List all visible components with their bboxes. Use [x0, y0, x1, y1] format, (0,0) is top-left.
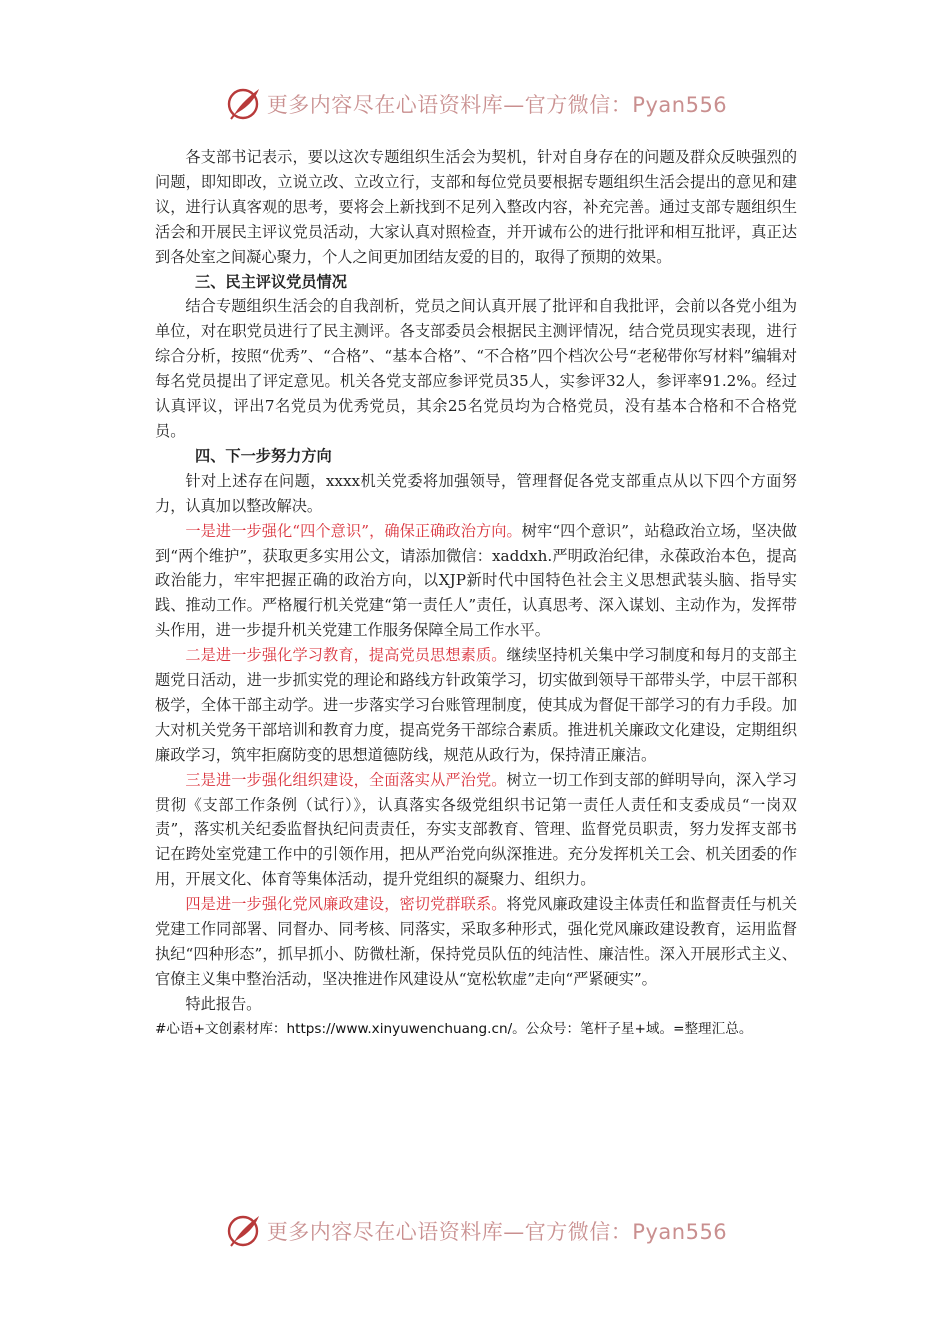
item-4-body: 将党风廉政建设主体责任和监督责任与机关党建工作同部署、同督办、同考核、同落实，采取多种形式，强化党风廉政建设教育，运用监督执纪“四种形态”，抓早抓小、防微杜渐，保持党员队伍的纯洁性、廉洁性。深入开展形式主义、官僚主义集中整治活动，坚决推进作风建设从“宽松软虚”走向“严紧硬实”。	[155, 895, 798, 988]
header-banner	[0, 81, 950, 127]
item-3-body: 树立一切工作到支部的鲜明导向，深入学习贯彻《支部工作条例（试行）》，认真落实各级党组织书记第一责任人责任和支委成员“一岗双责”，落实机关纪委监督执纪问责责任，夯实支部教育、管理、监督党员职责，努力发挥支部书记在跨处室党建工作中的引领作用，把从严治党向纵深推进。充分发挥机关工会、机关团委的作用，开展文化、体育等集体活动，提升党组织的凝聚力、组织力。	[155, 770, 798, 889]
paragraph-next-steps-intro: 针对上述存在问题，xxxx机关党委将加强领导，管理督促各党支部重点从以下四个方面努力，认真加以整改解决。	[155, 471, 797, 515]
paragraph-democratic-review: 结合专题组织生活会的自我剖析，党员之间认真开展了批评和自我批评，会前以各党小组为单位，对在职党员进行了民主测评。各支部委员会根据民主测评情况，结合党员现实表现，进行综合分析，按照“优秀”、“合格”、“基本合格”、“不合格”四个档次公号“老秘带你写材料”编辑对每名党员提出了评定意见。机关各党支部应参评党员35人，实参评32人，参评率91.2%。经过认真评议，评出7名党员为优秀党员，其余25名党员均为合格党员，没有基本合格和不合格党员。	[155, 297, 797, 440]
banner-text: 更多内容尽在心语资料库—官方微信：Pyan556	[266, 1220, 728, 1244]
section-heading-4: 四、下一步努力方向	[195, 446, 332, 465]
item-2-title: 二是进一步强化学习教育，提高党员思想素质。	[185, 646, 507, 665]
source-note: #心语+文创素材库：https://www.xinyuwenchuang.cn/。公众号：笔杆子星+域。=整理汇总。	[155, 1020, 753, 1037]
item-1-title: 一是进一步强化“四个意识”，确保正确政治方向。	[185, 521, 522, 540]
item-2-body: 继续坚持机关集中学习制度和每月的支部主题党日活动，进一步抓实党的理论和路线方针政策学习，切实做到领导干部带头学，中层干部积极学，全体干部主动学。进一步落实学习台账管理制度，使其成为督促干部学习的有力手段。加大对机关党务干部培训和教育力度，提高党务干部综合素质。推进机关廉政文化建设，定期组织廉政学习，筑牢拒腐防变的思想道德防线，规范从政行为，保持清正廉洁。	[155, 646, 798, 764]
closing-line: 特此报告。	[185, 994, 262, 1013]
quill-pen-logo-icon	[223, 84, 263, 124]
list-item-4	[155, 892, 797, 992]
document-body	[155, 145, 797, 1042]
section-heading-3: 三、民主评议党员情况	[195, 272, 347, 291]
item-3-title: 三是进一步强化组织建设，全面落实从严治党。	[185, 770, 507, 789]
quill-pen-logo-icon	[223, 1211, 263, 1251]
paragraph-branch-secretaries: 各支部书记表示，要以这次专题组织生活会为契机，针对自身存在的问题及群众反映强烈的问题，即知即改，立说立改、立改立行，支部和每位党员要根据专题组织生活会提出的意见和建议，进行认真客观的思考，要将会上新找到不足列入整改内容，补充完善。通过支部专题组织生活会和开展民主评议党员活动，大家认真对照检查，并开诚布公的进行批评和相互批评，真正达到各处室之间凝心聚力，个人之间更加团结友爱的目的，取得了预期的效果。	[155, 148, 797, 266]
list-item-1	[155, 519, 797, 644]
list-item-2	[155, 643, 797, 768]
footer-banner	[0, 1208, 950, 1254]
item-1-body: 树牢“四个意识”，站稳政治立场，坚决做到“两个维护”，获取更多实用公文，请添加微信：xaddxh.严明政治纪律，永葆政治本色，提高政治能力，牢牢把握正确的政治方向，以XJP新时代中国特色社会主义思想武装头脑、指导实践、推动工作。严格履行机关党建“第一责任人”责任，认真思考、深入谋划、主动作为，发挥带头作用，进一步提升机关党建工作服务保障全局工作水平。	[155, 521, 797, 640]
list-item-3	[155, 768, 797, 893]
banner-text: 更多内容尽在心语资料库—官方微信：Pyan556	[266, 93, 728, 117]
item-4-title: 四是进一步强化党风廉政建设，密切党群联系。	[185, 895, 507, 914]
